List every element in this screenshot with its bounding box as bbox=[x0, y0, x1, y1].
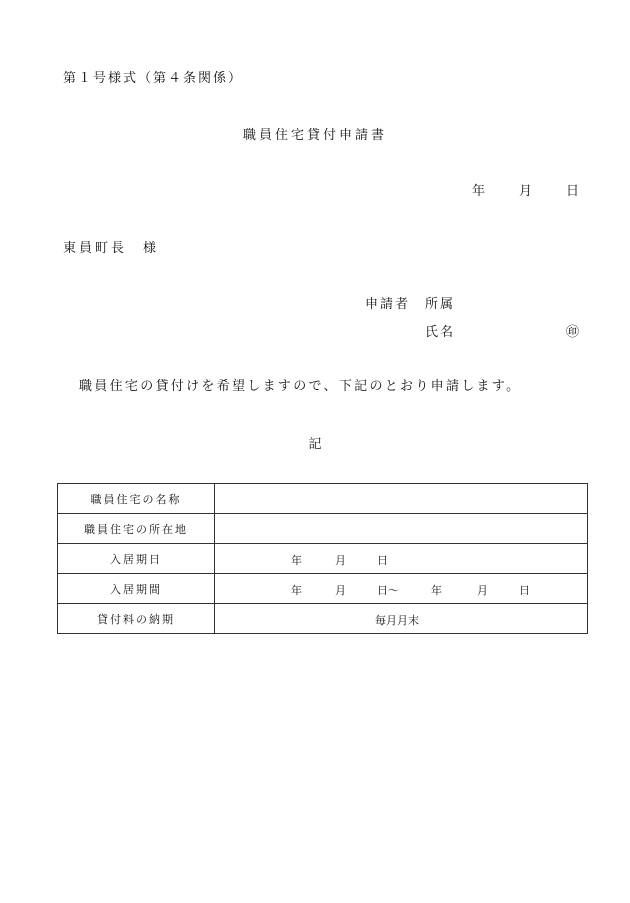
form-number: 第１号様式（第４条関係） bbox=[63, 71, 244, 86]
move-in-date-cell bbox=[215, 544, 588, 574]
move-in-year-label: 年 bbox=[291, 554, 302, 567]
row-label: 入居期日 bbox=[58, 544, 215, 574]
period-start-day-label: 日～ bbox=[377, 584, 399, 597]
date-month-label: 月 bbox=[519, 184, 533, 199]
department-label: 所属 bbox=[425, 297, 456, 312]
date-day-label: 日 bbox=[566, 184, 580, 199]
payment-due-cell bbox=[215, 604, 588, 634]
ki-heading: 記 bbox=[308, 437, 322, 452]
seal-mark: ㊞ bbox=[566, 325, 580, 340]
period-start-year-label: 年 bbox=[291, 584, 302, 597]
addressee: 東員町長 様 bbox=[63, 241, 160, 256]
applicant-label: 申請者 bbox=[365, 297, 411, 312]
row-label: 入居期間 bbox=[58, 574, 215, 604]
row-label: 職員住宅の名称 bbox=[58, 484, 215, 514]
move-in-month-label: 月 bbox=[335, 554, 346, 567]
name-label: 氏名 bbox=[425, 325, 456, 340]
row-label: 貸付料の納期 bbox=[58, 604, 215, 634]
table-row bbox=[58, 484, 588, 514]
housing-name-cell bbox=[215, 484, 588, 514]
table-row bbox=[58, 514, 588, 544]
details-table bbox=[57, 483, 588, 634]
table-row bbox=[58, 604, 588, 634]
payment-due-value: 毎月月末 bbox=[375, 614, 419, 627]
row-label: 職員住宅の所在地 bbox=[58, 514, 215, 544]
period-start-month-label: 月 bbox=[335, 584, 346, 597]
housing-address-cell bbox=[215, 514, 588, 544]
application-date bbox=[472, 180, 579, 199]
table-row bbox=[58, 574, 588, 604]
occupancy-period-cell bbox=[215, 574, 588, 604]
application-statement: 職員住宅の貸付けを希望しますので、下記のとおり申請します。 bbox=[79, 379, 522, 394]
period-end-month-label: 月 bbox=[477, 584, 488, 597]
period-end-day-label: 日 bbox=[519, 584, 530, 597]
move-in-day-label: 日 bbox=[377, 554, 388, 567]
table-row bbox=[58, 544, 588, 574]
document-title: 職員住宅貸付申請書 bbox=[242, 128, 387, 143]
date-year-label: 年 bbox=[472, 184, 486, 199]
period-end-year-label: 年 bbox=[431, 584, 442, 597]
